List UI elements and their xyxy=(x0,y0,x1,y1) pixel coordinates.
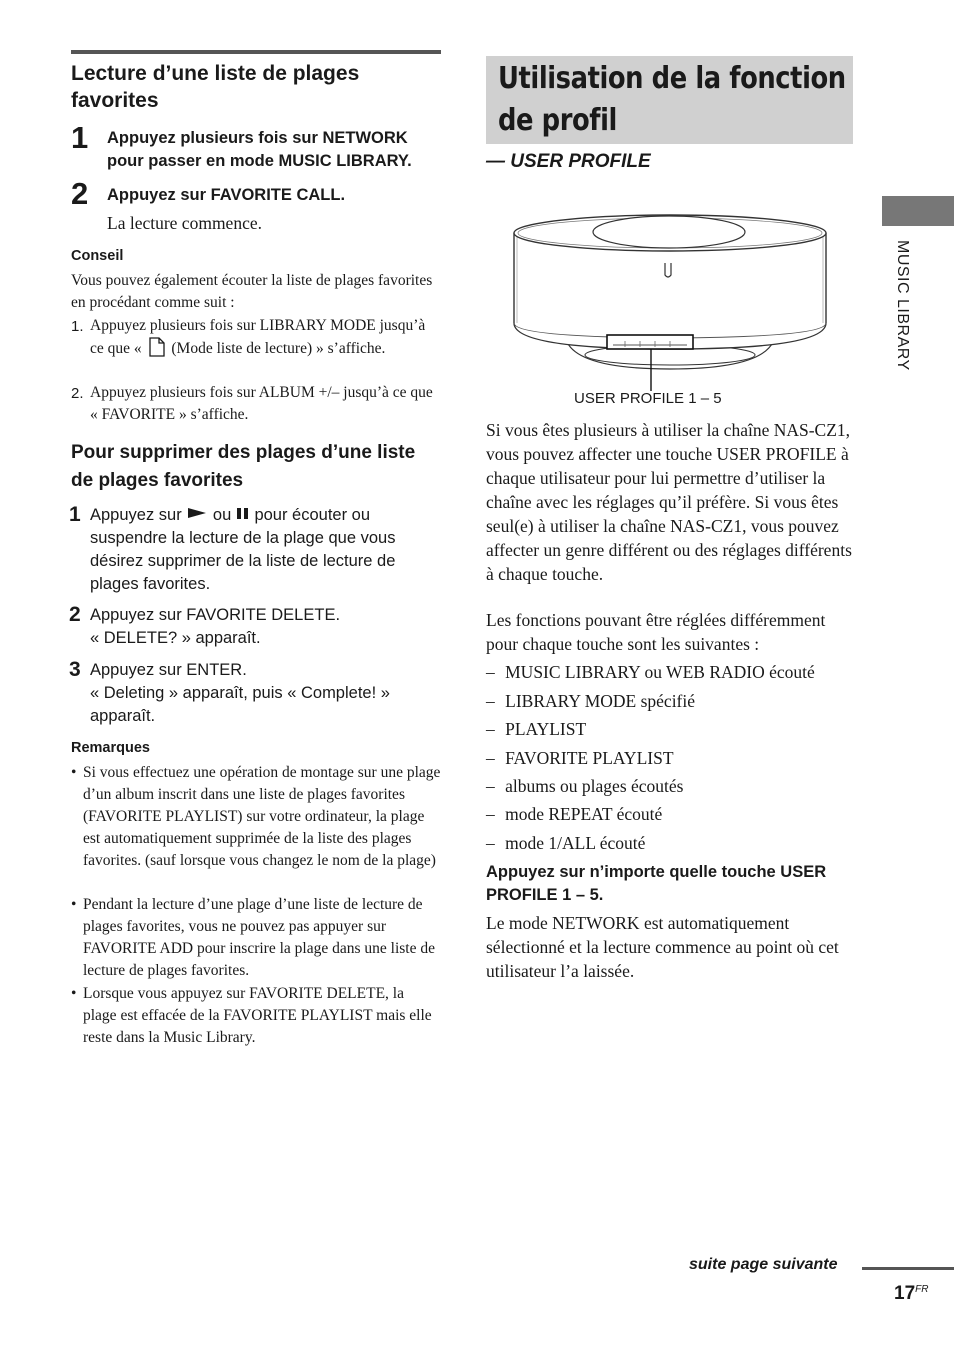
figure-label: USER PROFILE 1 – 5 xyxy=(574,390,722,407)
paragraph: Les fonctions pouvant être réglées différemment pour chaque touche sont les suivantes : xyxy=(486,610,826,654)
step-text xyxy=(90,504,440,596)
step-number: 2 xyxy=(71,176,89,211)
tip-item-number: 2. xyxy=(71,385,84,402)
step-number: 1 xyxy=(69,503,81,526)
page-number xyxy=(894,1283,928,1305)
step-text: Appuyez sur ENTER. xyxy=(90,661,247,679)
section-heading-delete: Pour supprimer des plages d’une liste de plages favorites xyxy=(71,442,416,491)
page-number-value: 17 xyxy=(894,1283,916,1304)
device-illustration xyxy=(505,205,835,395)
list-item: – albums ou plages écoutés xyxy=(486,776,684,796)
notes-title: Remarques xyxy=(71,740,150,756)
step-number: 2 xyxy=(69,603,81,626)
page-title-line: de profil xyxy=(498,103,617,138)
note-text: Lorsque vous appuyez sur FAVORITE DELETE, la plage est effacée de la FAVORITE PLAYLIST mais elle reste dans la Music Library. xyxy=(83,985,432,1046)
tip-item-number: 1. xyxy=(71,318,84,335)
page-subtitle: — USER PROFILE xyxy=(486,151,651,172)
list-item-text: LIBRARY MODE spécifié xyxy=(505,691,696,711)
page-number-suffix: FR xyxy=(915,1284,929,1295)
continued-note: suite page suivante xyxy=(689,1256,838,1273)
bullet: • xyxy=(71,896,77,913)
step-result: La lecture commence. xyxy=(107,213,262,233)
list-item: – FAVORITE PLAYLIST xyxy=(486,748,674,768)
bullet: • xyxy=(71,985,77,1002)
bullet: • xyxy=(71,764,77,781)
tip-item-text: (Mode liste de lecture) » s’affiche. xyxy=(171,340,386,357)
chapter-tab xyxy=(882,196,954,226)
tip-item-text: Appuyez plusieurs fois sur ALBUM +/– jusqu’à ce que « FAVORITE » s’affiche. xyxy=(90,384,433,423)
section-rule xyxy=(71,50,441,54)
instruction-bold: Appuyez sur n’importe quelle touche USER PROFILE 1 – 5. xyxy=(486,863,827,904)
pause-icon xyxy=(236,507,250,520)
paragraph: Le mode NETWORK est automatiquement sélectionné et la lecture commence au point où cet utilisateur l’a laissée. xyxy=(486,913,839,981)
step-text-part: pour écouter ou suspendre la lecture de la plage que vous désirez supprimer de la liste de lecture de plages favorites. xyxy=(90,506,396,593)
section-heading-favorites: Lecture d’une liste de plages favorites xyxy=(71,62,360,112)
list-item-text: mode REPEAT écouté xyxy=(505,804,663,824)
list-item: – PLAYLIST xyxy=(486,719,587,739)
tip-item xyxy=(90,315,440,360)
step-text: Appuyez sur FAVORITE CALL. xyxy=(107,186,346,204)
list-item-text: PLAYLIST xyxy=(505,719,587,739)
list-item-text: mode 1/ALL écouté xyxy=(505,833,646,853)
page-title-line: Utilisation de la fonction xyxy=(498,61,846,96)
chapter-tab-label: MUSIC LIBRARY xyxy=(894,240,911,371)
list-item: – LIBRARY MODE spécifié xyxy=(486,691,696,711)
list-item-text: albums ou plages écoutés xyxy=(505,776,684,796)
list-item-text: FAVORITE PLAYLIST xyxy=(505,748,674,768)
page-title xyxy=(498,58,846,142)
step-text: Appuyez plusieurs fois sur NETWORK pour passer en mode MUSIC LIBRARY. xyxy=(107,129,412,170)
footer-rule xyxy=(862,1267,954,1270)
step-text: « Deleting » apparaît, puis « Complete! » apparaît. xyxy=(90,684,390,725)
tip-item-text: Appuyez plusieurs fois sur LIBRARY MODE jusqu’à ce que « xyxy=(90,317,426,357)
note-text: Si vous effectuez une opération de montage sur une plage d’un album inscrit dans une liste de plages favorites (FAVORITE PLAYLIST) sur votre ordinateur, la plage est automatiquement supprimée de la liste des plages favorites. (sauf lorsque vous changez le nom de la plage) xyxy=(83,764,441,869)
list-item: – mode REPEAT écouté xyxy=(486,804,663,824)
step-text: Appuyez sur FAVORITE DELETE. xyxy=(90,606,341,624)
step-text: « DELETE? » apparaît. xyxy=(90,629,261,647)
tip-title: Conseil xyxy=(71,248,124,264)
step-text-part: Appuyez sur xyxy=(90,506,182,524)
list-item: – mode 1/ALL écouté xyxy=(486,833,646,853)
list-item-text: MUSIC LIBRARY ou WEB RADIO écouté xyxy=(505,662,815,682)
tip-intro: Vous pouvez également écouter la liste de plages favorites en procédant comme suit : xyxy=(71,272,433,311)
step-number: 3 xyxy=(69,658,81,681)
note-text: Pendant la lecture d’une plage d’une liste de lecture de plages favorites, vous ne pouvez pas appuyer sur FAVORITE ADD pour inscrire la plage dans une liste de lecture de plages favorites. xyxy=(83,896,435,979)
list-item: – MUSIC LIBRARY ou WEB RADIO écouté xyxy=(486,662,815,682)
step-text-part: ou xyxy=(212,506,232,524)
playlist-mode-icon xyxy=(148,337,166,357)
paragraph: Si vous êtes plusieurs à utiliser la chaîne NAS-CZ1, vous pouvez affecter une touche USER PROFILE à chaque utilisateur pour lui permettre d’utiliser la chaîne avec les réglages qu’il préfère. Si vous êtes seul(e) à utiliser la chaîne NAS-CZ1, vous pouvez affecter un genre différent ou des réglages différents à chaque touche. xyxy=(486,420,852,584)
play-icon xyxy=(186,506,208,520)
step-number: 1 xyxy=(71,120,89,155)
